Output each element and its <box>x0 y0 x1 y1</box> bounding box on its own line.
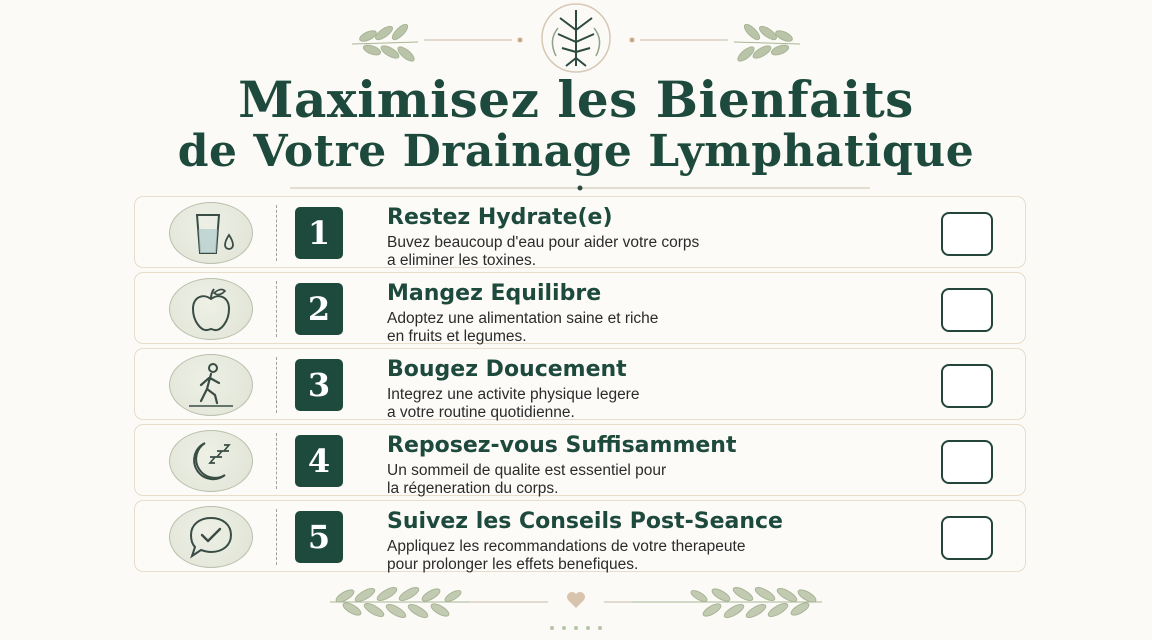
step-number: 5 <box>295 511 343 563</box>
heart-icon <box>567 592 585 608</box>
step-icon-badge <box>169 278 253 340</box>
moon-sleep-icon <box>185 437 237 485</box>
step-description-line-1: Adoptez une alimentation saine et riche <box>387 310 659 327</box>
step-title: Reposez-vous Suffisamment <box>387 433 737 458</box>
step-number: 3 <box>295 359 343 411</box>
step-number: 2 <box>295 283 343 335</box>
step-title: Suivez les Conseils Post-Seance <box>387 509 783 534</box>
checklist <box>134 196 1026 576</box>
chat-check-icon <box>185 513 237 561</box>
step-number: 4 <box>295 435 343 487</box>
card-divider <box>276 205 277 261</box>
title-divider <box>290 184 870 192</box>
card-divider <box>276 509 277 565</box>
step-icon-badge <box>169 506 253 568</box>
top-botanical-ornament <box>0 0 1152 80</box>
step-description-line-2: en fruits et legumes. <box>387 328 527 345</box>
lymphatic-tree-emblem <box>542 4 610 72</box>
left-laurel-branch <box>352 22 418 63</box>
step-card-4 <box>134 424 1026 496</box>
card-divider <box>276 433 277 489</box>
card-divider <box>276 281 277 337</box>
step-checkbox[interactable] <box>941 212 993 256</box>
step-description-line-2: pour prolonger les effets benefiques. <box>387 556 639 573</box>
step-title: Restez Hydrate(e) <box>387 205 613 230</box>
step-description-line-2: a eliminer les toxines. <box>387 252 537 269</box>
step-description-line-1: Integrez une activite physique legere <box>387 386 640 403</box>
step-description-line-1: Appliquez les recommandations de votre therapeute <box>387 538 746 555</box>
step-checkbox[interactable] <box>941 364 993 408</box>
walking-person-icon <box>185 361 237 409</box>
step-description-line-1: Un sommeil de qualite est essentiel pour <box>387 462 667 479</box>
step-description <box>387 310 867 346</box>
step-description <box>387 538 867 574</box>
step-description-line-2: la régeneration du corps. <box>387 480 559 497</box>
step-description <box>387 234 867 270</box>
step-title: Bougez Doucement <box>387 357 627 382</box>
step-description-line-2: a votre routine quotidienne. <box>387 404 575 421</box>
step-checkbox[interactable] <box>941 440 993 484</box>
step-card-2 <box>134 272 1026 344</box>
title-line-1: Maximisez les Bienfaits <box>238 70 914 129</box>
decorative-dots <box>550 626 602 630</box>
step-description <box>387 386 867 422</box>
step-number: 1 <box>295 207 343 259</box>
step-card-3 <box>134 348 1026 420</box>
step-checkbox[interactable] <box>941 516 993 560</box>
step-description <box>387 462 867 498</box>
step-icon-badge <box>169 430 253 492</box>
step-card-1 <box>134 196 1026 268</box>
bottom-botanical-ornament <box>0 584 1152 640</box>
right-laurel-branch <box>734 22 800 63</box>
water-glass-icon <box>185 209 237 257</box>
right-fern-branch <box>632 585 822 620</box>
apple-icon <box>185 285 237 333</box>
step-title: Mangez Equilibre <box>387 281 602 306</box>
step-checkbox[interactable] <box>941 288 993 332</box>
title-line-2: de Votre Drainage Lymphatique <box>177 126 975 177</box>
step-icon-badge <box>169 202 253 264</box>
step-card-5 <box>134 500 1026 572</box>
step-description-line-1: Buvez beaucoup d'eau pour aider votre corps <box>387 234 700 251</box>
card-divider <box>276 357 277 413</box>
step-icon-badge <box>169 354 253 416</box>
